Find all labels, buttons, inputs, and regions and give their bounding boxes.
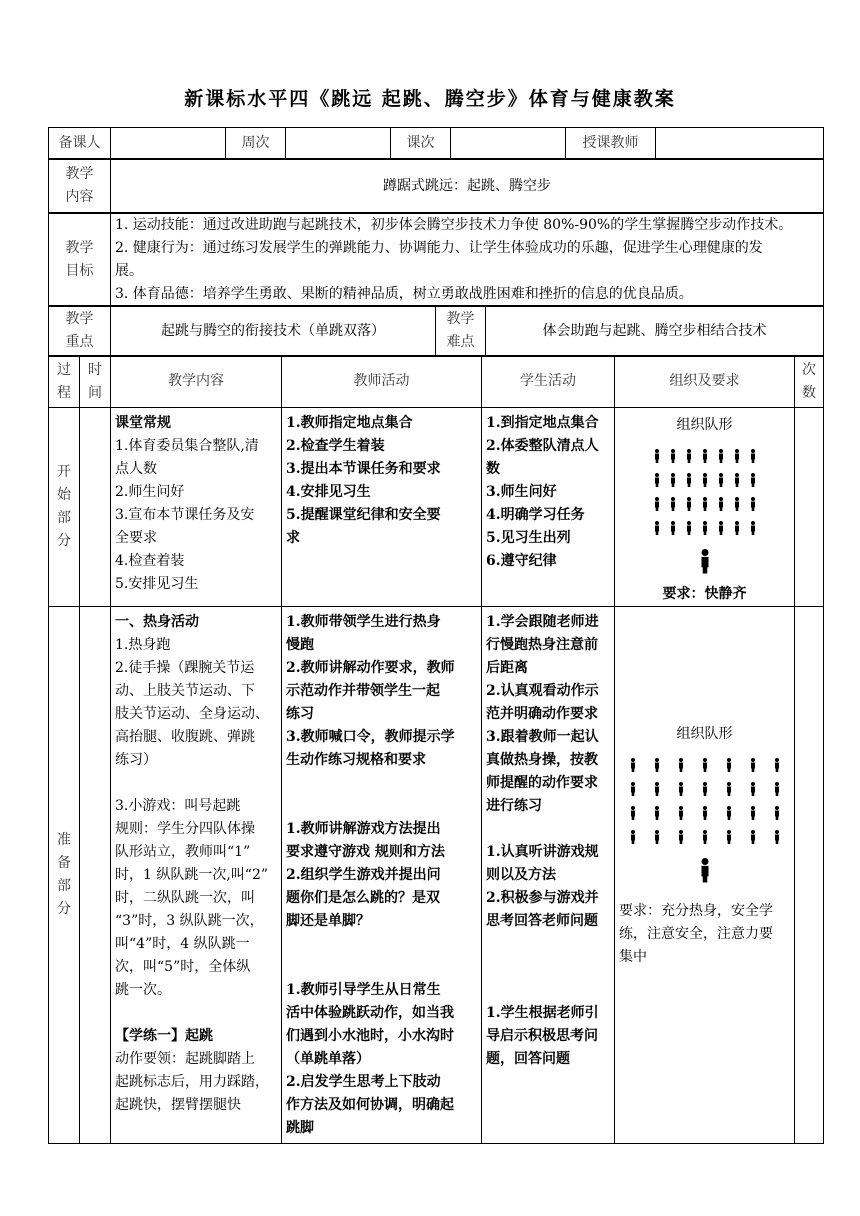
week-label: 周次	[226, 128, 286, 160]
student-line	[486, 956, 610, 979]
goal-line: 2. 健康行为：通过练习发展学生的弹跳能力、协调能力、让学生体验成功的乐趣，促进学生心理健康的发	[115, 239, 763, 256]
org-requirement-line: 练，注意安全，注意力要	[619, 926, 773, 942]
student-line: 范并明确动作要求	[486, 706, 598, 722]
content-line	[115, 1002, 277, 1025]
teacher-line: 求	[286, 530, 300, 546]
header-process-line: 程	[57, 384, 71, 401]
student-figure-icon	[735, 521, 739, 535]
student-figure-icon	[735, 473, 739, 487]
section-start-process	[49, 408, 80, 607]
header-time-line: 间	[88, 384, 102, 401]
content-line: 点人数	[115, 461, 157, 477]
student-figure-icon	[719, 521, 723, 535]
info-table	[48, 127, 824, 160]
student-line: 数	[486, 461, 500, 477]
student-line: 导启示积极思考问	[486, 1028, 598, 1044]
student-figure-icon	[775, 782, 779, 796]
student-figure-icon	[655, 758, 659, 772]
student-figure-icon	[687, 473, 691, 487]
student-figure-icon	[655, 806, 659, 820]
student-figure-icon	[751, 473, 755, 487]
teacher-value	[656, 128, 824, 160]
difficulty-value: 体会助跑与起跳、腾空步相结合技术	[486, 306, 824, 357]
section-prep-process	[49, 607, 80, 1144]
content-line: 2.徒手操（踝腕关节运	[115, 660, 255, 676]
header-content: 教学内容	[111, 356, 282, 408]
section-prep-teacher	[282, 607, 482, 1144]
goals-label-line: 教学	[65, 239, 94, 256]
process-table	[48, 355, 824, 1144]
teacher-line: 4.安排见习生	[286, 484, 371, 500]
goals-label	[49, 213, 111, 307]
content-line: 5.安排见习生	[115, 576, 199, 592]
student-line	[486, 818, 610, 841]
student-line: 2.积极参与游戏并	[486, 890, 599, 906]
content-line: 【学练一】起跳	[115, 1028, 213, 1044]
section-start-org	[615, 408, 795, 607]
header-row	[49, 356, 824, 408]
student-line: 师提醒的动作要求	[486, 775, 598, 791]
content-line: 起跳快，摆臂摆腿快	[115, 1097, 241, 1113]
teacher-line: 1.教师指定地点集合	[286, 415, 413, 431]
key-value: 起跳与腾空的衔接技术（单跳双落）	[111, 306, 436, 357]
content-value: 蹲踞式跳远：起跳、腾空步	[111, 159, 824, 214]
student-figure-icon	[727, 830, 731, 844]
section-prep-time	[80, 607, 111, 1144]
process-char: 分	[57, 901, 71, 917]
content-line: “3”时，3 纵队跳一次，	[115, 913, 264, 929]
content-line: 动、上肢关节运动、下	[115, 683, 255, 699]
goals-value	[111, 213, 824, 307]
student-line	[486, 979, 610, 1002]
student-line: 思考回答老师问题	[486, 913, 598, 929]
content-label-line: 教学	[65, 166, 94, 182]
header-org: 组织及要求	[615, 356, 795, 408]
formation-figures	[645, 445, 765, 545]
student-figure-icon	[679, 830, 683, 844]
student-figure-icon	[751, 497, 755, 511]
student-figure-icon	[751, 521, 755, 535]
org-requirement	[619, 900, 790, 969]
teacher-line: 活中体验跳跃动作，如当我	[286, 1005, 454, 1021]
student-figure-icon	[703, 806, 707, 820]
student-figure-icon	[751, 806, 755, 820]
header-process	[49, 356, 80, 408]
page-title: 新课标水平四《跳远 起跳、腾空步》体育与健康教案	[184, 88, 676, 110]
student-figure-icon	[719, 497, 723, 511]
student-figure-icon	[655, 521, 659, 535]
student-figure-icon	[703, 473, 707, 487]
teacher-line: 2.教师讲解动作要求，教师	[286, 660, 455, 676]
header-time-line: 时	[88, 361, 102, 378]
student-line: 1.学生根据老师引	[486, 1005, 599, 1021]
difficulty-label-line: 难点	[446, 334, 475, 350]
content-line: 动作要领：起跳脚踏上	[115, 1051, 255, 1067]
teacher-line	[286, 772, 477, 795]
process-char: 备	[57, 855, 71, 871]
content-line: 时，1 纵队跳一次,叫“2”	[115, 867, 269, 883]
process-char: 分	[57, 533, 71, 549]
preparer-label: 备课人	[49, 128, 111, 160]
key-label-line: 重点	[65, 334, 94, 350]
header-student: 学生活动	[482, 356, 615, 408]
content-line: 1.体育委员集合整队,清	[115, 438, 259, 454]
student-figure-icon	[735, 497, 739, 511]
content-label-line: 内容	[65, 189, 94, 205]
student-line: 4.明确学习任务	[486, 507, 585, 523]
student-line: 行慢跑热身注意前	[486, 637, 598, 653]
content-line: 2.师生问好	[115, 484, 185, 500]
content-line: 规则：学生分四队体操	[115, 821, 255, 837]
student-line: 5.见习生出列	[486, 530, 571, 546]
org-requirement-line: 要求：充分热身，安全学	[619, 903, 773, 919]
student-figure-icon	[655, 497, 659, 511]
preparer-value	[111, 128, 226, 160]
student-figure-icon	[631, 830, 635, 844]
teacher-line: 2.检查学生着装	[286, 438, 385, 454]
student-figure-icon	[703, 449, 707, 463]
student-figure-icon	[687, 521, 691, 535]
teacher-line: 5.提醒课堂纪律和安全要	[286, 507, 441, 523]
content-table	[48, 158, 824, 214]
key-table	[48, 305, 824, 357]
student-figure-icon	[703, 521, 707, 535]
teacher-line: 示范动作并带领学生一起	[286, 683, 440, 699]
student-figure-icon	[703, 782, 707, 796]
content-line: 高抬腿、收腹跳、弹跳	[115, 729, 255, 745]
section-prep-content	[111, 607, 282, 1144]
content-line: 叫“4”时，4 纵队跳一	[115, 936, 250, 952]
process-char: 部	[57, 510, 71, 526]
teacher-line: 生动作练习规格和要求	[286, 752, 426, 768]
teacher-figure-icon	[701, 549, 708, 574]
content-line: 练习）	[115, 752, 157, 768]
student-figure-icon	[703, 830, 707, 844]
teacher-line: 们遇到小水池时，小水沟时	[286, 1028, 454, 1044]
teacher-figure	[697, 549, 713, 575]
teacher-line: 作方法及如何协调，明确起	[286, 1097, 454, 1113]
student-figure-icon	[727, 782, 731, 796]
header-teacher: 教师活动	[282, 356, 482, 408]
org-requirement-line: 集中	[619, 949, 647, 965]
section-start-row	[49, 408, 824, 607]
student-figure-icon	[655, 449, 659, 463]
student-figure-icon	[631, 806, 635, 820]
formation-title: 组织队形	[676, 726, 733, 742]
section-start-time	[80, 408, 111, 607]
student-figure-icon	[775, 806, 779, 820]
student-figure-icon	[775, 830, 779, 844]
section-prep-count	[795, 607, 824, 1144]
teacher-line: 1.教师引导学生从日常生	[286, 982, 441, 998]
content-line: 次，叫“5”时，全体纵	[115, 959, 251, 975]
student-line: 进行练习	[486, 798, 542, 814]
student-figure-icon	[631, 782, 635, 796]
key-label-line: 教学	[65, 311, 94, 327]
student-figure-icon	[671, 473, 675, 487]
student-figure-icon	[775, 758, 779, 772]
teacher-line: 1.教师讲解游戏方法提出	[286, 821, 441, 837]
section-start-content	[111, 408, 282, 607]
student-figure-icon	[727, 806, 731, 820]
student-figure-icon	[679, 782, 683, 796]
org-requirement: 要求：快静齐	[662, 586, 747, 602]
formation-title: 组织队形	[676, 417, 733, 433]
student-line: 后距离	[486, 660, 528, 676]
teacher-figure-icon	[701, 858, 708, 883]
section-start-teacher	[282, 408, 482, 607]
student-figure-icon	[671, 497, 675, 511]
student-figure-icon	[687, 449, 691, 463]
section-prep-row	[49, 607, 824, 1144]
student-line: 1.学会跟随老师进	[486, 614, 599, 630]
content-line: 一、热身活动	[115, 614, 199, 630]
teacher-line	[286, 956, 477, 979]
process-char: 部	[57, 878, 71, 894]
teacher-figure	[697, 858, 713, 884]
student-figure-icon	[751, 782, 755, 796]
header-time	[80, 356, 111, 408]
student-figure-icon	[751, 830, 755, 844]
student-figure-icon	[735, 449, 739, 463]
student-line: 题，回答问题	[486, 1051, 570, 1067]
content-line: 1.热身跑	[115, 637, 171, 653]
process-char: 准	[57, 832, 71, 848]
lesson-value	[451, 128, 566, 160]
week-value	[286, 128, 391, 160]
lesson-label: 课次	[391, 128, 451, 160]
student-figure-icon	[703, 497, 707, 511]
content-line: 队形站立，教师叫“1”	[115, 844, 251, 860]
process-char: 开	[57, 464, 71, 480]
goals-label-line: 目标	[65, 262, 94, 279]
content-line: 时，二纵队跳一次，叫	[115, 890, 255, 906]
content-line: 课堂常规	[115, 415, 171, 431]
teacher-line: 脚还是单脚？	[286, 913, 370, 929]
teacher-label: 授课教师	[566, 128, 656, 160]
goal-line: 展。	[115, 262, 143, 279]
teacher-line: 2.组织学生游戏并提出问	[286, 867, 441, 883]
student-figure-icon	[671, 449, 675, 463]
student-line: 2.体委整队清点人	[486, 438, 599, 454]
section-start-count	[795, 408, 824, 607]
content-line: 肢关节运动、全身运动、	[115, 706, 269, 722]
teacher-line	[286, 933, 477, 956]
difficulty-label-line: 教学	[446, 311, 475, 327]
student-figure-icon	[751, 449, 755, 463]
student-figure-icon	[751, 758, 755, 772]
student-figure-icon	[719, 449, 723, 463]
teacher-line: 练习	[286, 706, 314, 722]
student-line: 1.认真听讲游戏规	[486, 844, 599, 860]
teacher-line: 3.教师喊口令，教师提示学	[286, 729, 455, 745]
formation-figures	[625, 754, 785, 854]
key-label	[49, 306, 111, 357]
section-prep-org	[615, 607, 795, 1144]
student-line: 3.师生问好	[486, 484, 557, 500]
student-line: 真做热身操，按教	[486, 752, 598, 768]
header-count-line: 数	[802, 384, 816, 401]
student-line: 3.跟着教师一起认	[486, 729, 599, 745]
goal-line: 3. 体育品德：培养学生勇敢、果断的精神品质，树立勇敢战胜困难和挫折的信息的优良品质。	[115, 285, 693, 302]
student-figure-icon	[687, 497, 691, 511]
process-char: 始	[57, 487, 71, 503]
content-line: 4.检查着装	[115, 553, 185, 569]
teacher-line: 跳脚	[286, 1120, 314, 1136]
content-line: 起跳标志后，用力踩踏，	[115, 1074, 269, 1090]
section-prep-student	[482, 607, 615, 1144]
student-figure-icon	[655, 830, 659, 844]
teacher-line: 2.启发学生思考上下肢动	[286, 1074, 441, 1090]
content-label	[49, 159, 111, 214]
student-line	[486, 933, 610, 956]
student-figure-icon	[679, 758, 683, 772]
content-line: 跳一次。	[115, 982, 171, 998]
student-figure-icon	[631, 758, 635, 772]
student-line: 1.到指定地点集合	[486, 415, 599, 431]
content-line: 全要求	[115, 530, 157, 546]
goals-table	[48, 212, 824, 307]
student-figure-icon	[655, 782, 659, 796]
student-line: 则以及方法	[486, 867, 556, 883]
content-line: 3.小游戏：叫号起跳	[115, 798, 241, 814]
teacher-line: （单跳单落）	[286, 1051, 370, 1067]
student-line: 6.遵守纪律	[486, 553, 557, 569]
teacher-line	[286, 795, 477, 818]
student-figure-icon	[703, 758, 707, 772]
teacher-line: 3.提出本节课任务和要求	[286, 461, 441, 477]
student-figure-icon	[679, 806, 683, 820]
content-line	[115, 772, 277, 795]
difficulty-label	[436, 306, 486, 357]
header-count	[795, 356, 824, 408]
header-process-line: 过	[57, 361, 71, 378]
teacher-line: 慢跑	[286, 637, 314, 653]
student-figure-icon	[655, 473, 659, 487]
student-line: 2.认真观看动作示	[486, 683, 599, 699]
student-figure-icon	[671, 521, 675, 535]
content-line: 3.宣布本节课任务及安	[115, 507, 255, 523]
student-figure-icon	[727, 758, 731, 772]
goal-line: 1. 运动技能：通过改进助跑与起跳技术，初步体会腾空步技术力争使 80%-90%的学生掌握腾空步动作技术。	[115, 216, 793, 233]
teacher-line: 题你们是怎么跳的？是双	[286, 890, 440, 906]
student-figure-icon	[719, 473, 723, 487]
teacher-line: 1.教师带领学生进行热身	[286, 614, 441, 630]
header-count-line: 次	[802, 361, 816, 378]
teacher-line: 要求遵守游戏 规则和方法	[286, 844, 445, 860]
section-start-student	[482, 408, 615, 607]
